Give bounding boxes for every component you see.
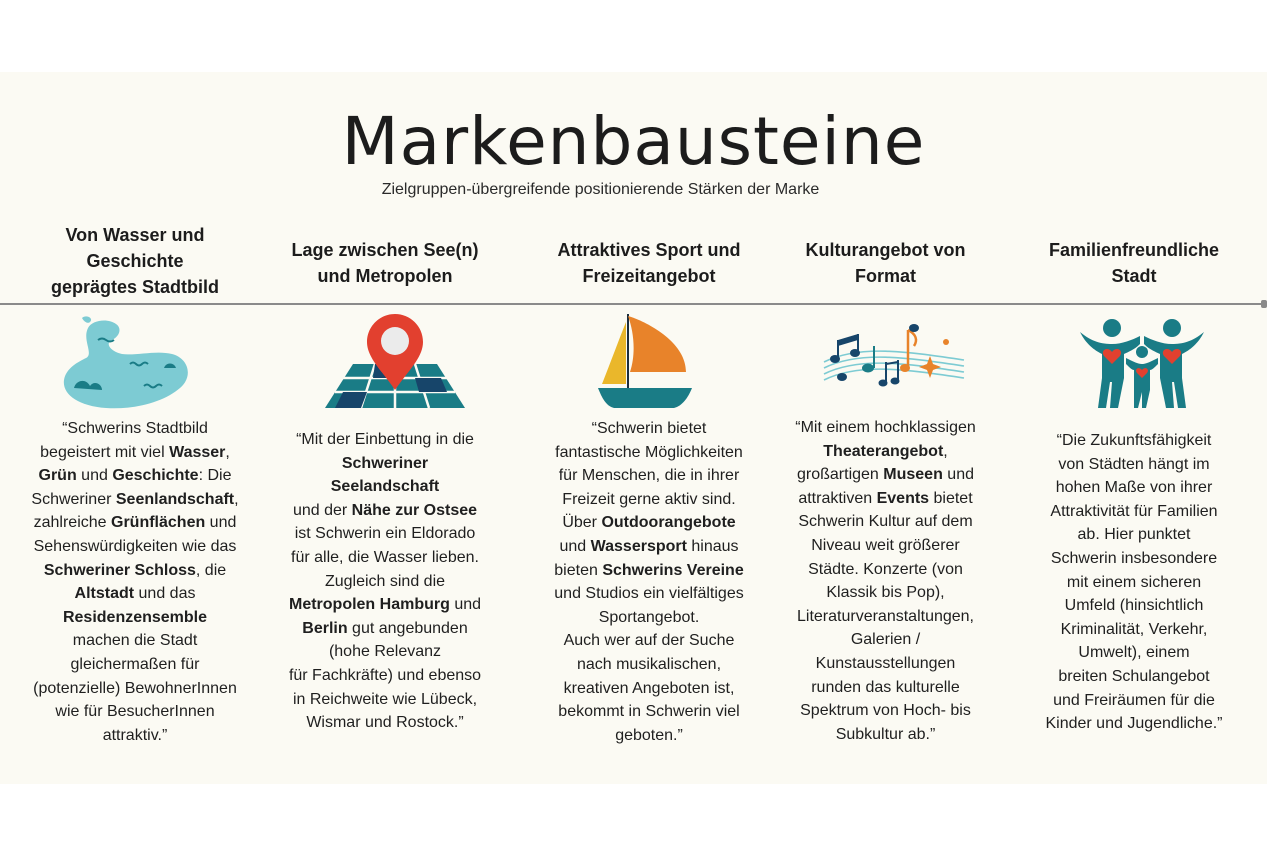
text-run: Sportangebot. [598,608,700,626]
text-line [1018,453,1250,477]
text-line [265,475,505,499]
text-run: : Die [198,467,232,485]
text-line [530,441,768,465]
emphasis-text: Events [876,489,930,507]
column-text-wasser [10,417,260,747]
emphasis-text: Geschichte [112,467,199,485]
text-run: hinaus [686,537,739,555]
text-run: für alle, die Wasser lieben. [291,548,479,566]
column-text-familie [1018,429,1250,736]
text-line [778,605,993,629]
text-run: und [559,537,591,555]
text-line [265,522,505,546]
column-text-kultur [778,416,993,746]
page-title: Markenbausteine [341,103,926,180]
emphasis-text: Seenlandschaft [115,490,235,508]
text-line [778,676,993,700]
column-heading-sport [530,237,768,289]
text-line [1018,618,1250,642]
emphasis-text: Metropolen Hamburg [288,596,450,614]
text-line [265,688,505,712]
text-run: und Studios ein vielfältiges [554,585,744,603]
text-line [530,724,768,748]
emphasis-text: Theaterangebot [823,442,944,460]
text-line [530,417,768,441]
text-line [1018,594,1250,618]
text-run: “Mit einem hochklassigen [795,419,976,436]
text-run: und [76,467,113,485]
heading-line: Kulturangebot von [805,240,966,260]
text-run: ab. Hier punktet [1077,526,1191,544]
text-line [530,488,768,512]
text-line [10,511,260,535]
text-run: “Schwerins Stadtbild [62,420,208,437]
text-line [1018,571,1250,595]
text-line [10,464,260,488]
heading-line: Attraktives Sport und [557,240,741,260]
emphasis-text: Schwerins Vereine [602,561,744,579]
text-line [778,699,993,723]
column-text-lage [265,428,505,735]
text-run: Umwelt), einem [1078,644,1190,662]
text-line [265,452,505,476]
text-line [10,724,260,748]
heading-line: geprägtes Stadtbild [50,277,220,297]
text-run: (hohe Relevanz [328,643,442,661]
text-run: Sehenswürdigkeiten wie das [33,537,237,555]
text-run: und der [292,501,352,519]
emphasis-text: Seelandschaft [330,478,440,496]
text-run: , [234,490,239,508]
emphasis-text: Grün [38,467,77,485]
text-line [778,463,993,487]
heading-line: Familienfreundliche [1048,240,1220,260]
text-run: breiten Schulangebot [1058,667,1210,685]
text-run: Wismar und Rostock.” [306,714,464,732]
text-run: Schwerin insbesondere [1050,549,1218,567]
text-run: , [225,443,230,461]
text-run: und [449,596,482,614]
heading-line: Von Wasser und [65,225,205,245]
emphasis-text: Museen [883,466,943,484]
text-run: fantastische Möglichkeiten [555,443,743,461]
text-run: Freizeit gerne aktiv sind. [562,490,736,508]
text-run: machen die Stadt [72,632,198,650]
text-run: bieten [554,561,603,579]
text-line [530,629,768,653]
column-heading-familie [1018,237,1250,289]
text-line [778,510,993,534]
text-line [778,487,993,511]
text-line [530,559,768,583]
text-run: (potenzielle) BewohnerInnen [33,679,237,697]
text-run: , [943,442,948,460]
family-icon [1078,318,1206,410]
text-run: Städte. Konzerte (von [808,560,963,578]
text-run: runden das kulturelle [811,678,960,696]
heading-line: Freizeitangebot [582,266,716,286]
text-line [10,488,260,512]
text-line [265,640,505,664]
text-line [10,559,260,583]
text-run: Schweriner [31,490,116,508]
text-run: attraktiv.” [102,726,168,744]
text-line [265,546,505,570]
text-line [10,417,260,441]
text-run: Literaturveranstaltungen, [797,607,974,625]
text-run: “Mit der Einbettung in die [296,431,474,448]
heading-line: und Metropolen [317,266,453,286]
text-line [1018,500,1250,524]
column-heading-kultur [778,237,993,289]
text-run: Galerien / [850,631,921,649]
text-run: Niveau weit größerer [811,536,960,554]
text-run: gleichermaßen für [70,655,200,673]
text-line [530,606,768,630]
text-line [10,700,260,724]
text-run: von Städten hängt im [1058,455,1210,473]
text-run: kreativen Angeboten ist, [563,679,735,697]
text-line [265,499,505,523]
sailboat-icon [596,312,696,410]
text-run: Klassik bis Pop), [826,584,945,602]
text-line [778,558,993,582]
text-run: Spektrum von Hoch- bis [800,702,971,720]
column-heading-wasser [10,222,260,300]
text-run: und das [134,585,196,603]
text-line [530,700,768,724]
text-line [265,711,505,735]
text-line [530,535,768,559]
text-run: begeistert mit viel [40,443,170,461]
text-line [265,664,505,688]
text-run: großartigen [797,466,884,484]
text-run: für Menschen, die in ihrer [558,467,740,485]
lake-icon [60,316,192,412]
text-line [10,629,260,653]
text-line [1018,689,1250,713]
text-run: Umfeld (hinsichtlich [1064,597,1204,615]
column-heading-lage [265,237,505,289]
text-line [778,723,993,747]
text-run: Auch wer auf der Suche [563,632,735,650]
text-run: Kinder und Jugendliche.” [1045,715,1223,733]
text-run: Subkultur ab.” [835,725,936,743]
text-line [778,416,993,440]
emphasis-text: Grünflächen [111,514,206,532]
emphasis-text: Schweriner Schloss [43,561,196,579]
text-line [1018,547,1250,571]
text-run: Attraktivität für Familien [1050,502,1218,520]
text-line [530,582,768,606]
text-run: Zugleich sind die [324,572,446,590]
text-run: , die [195,561,227,579]
heading-line: Lage zwischen See(n) [291,240,479,260]
text-run: und [942,466,974,484]
text-line [1018,429,1250,453]
text-run: hohen Maße von ihrer [1055,479,1213,497]
text-run: nach musikalischen, [576,655,722,673]
text-line [10,677,260,701]
heading-line: Geschichte [86,251,184,271]
text-run: ist Schwerin ein Eldorado [294,525,476,543]
text-run: attraktiven [798,489,877,507]
text-line [10,653,260,677]
emphasis-text: Residenzensemble [62,608,208,626]
heading-line: Stadt [1111,266,1157,286]
divider-line [0,303,1267,305]
emphasis-text: Wasser [169,443,226,461]
text-line [1018,712,1250,736]
text-line [10,441,260,465]
text-run: Kriminalität, Verkehr, [1060,620,1208,638]
text-run: gut angebunden [347,619,468,637]
text-line [1018,523,1250,547]
text-run: bietet [929,489,973,507]
text-line [778,534,993,558]
divider-end-marker [1261,300,1267,308]
text-run: und Freiräumen für die [1053,691,1215,709]
heading-line: Format [854,266,916,286]
text-line [778,628,993,652]
text-line [265,428,505,452]
text-line [530,677,768,701]
text-run: Schwerin Kultur auf dem [798,513,973,531]
music-notes-icon [820,322,968,392]
text-run: Über [562,514,602,532]
emphasis-text: Nähe zur Ostsee [351,501,478,519]
text-line [1018,641,1250,665]
text-line [778,581,993,605]
text-line [778,652,993,676]
text-line [265,593,505,617]
text-run: wie für BesucherInnen [55,703,215,721]
text-run: in Reichweite wie Lübeck, [292,690,478,708]
text-run: “Schwerin bietet [591,420,707,437]
text-line [530,511,768,535]
emphasis-text: Altstadt [74,585,135,603]
emphasis-text: Wassersport [590,537,687,555]
text-line [1018,665,1250,689]
text-line [778,440,993,464]
column-text-sport [530,417,768,747]
text-line [265,570,505,594]
text-run: Kunstausstellungen [815,654,956,672]
text-run: mit einem sicheren [1066,573,1202,591]
text-line [10,606,260,630]
emphasis-text: Berlin [302,619,348,637]
map-pin-icon [323,312,467,412]
text-run: und [205,514,237,532]
text-line [530,464,768,488]
text-run: geboten.” [615,726,683,744]
emphasis-text: Outdoorangebote [601,514,736,532]
text-line [265,617,505,641]
text-run: bekommt in Schwerin viel [558,703,740,721]
page-subtitle: Zielgruppen-übergreifende positionierende Stärken der Marke [381,181,820,198]
text-line [530,653,768,677]
text-line [1018,476,1250,500]
text-line [10,535,260,559]
text-run: zahlreiche [33,514,111,532]
text-line [10,582,260,606]
emphasis-text: Schweriner [341,454,429,472]
text-run: “Die Zukunftsfähigkeit [1056,432,1212,449]
text-run: für Fachkräfte) und ebenso [288,666,482,684]
